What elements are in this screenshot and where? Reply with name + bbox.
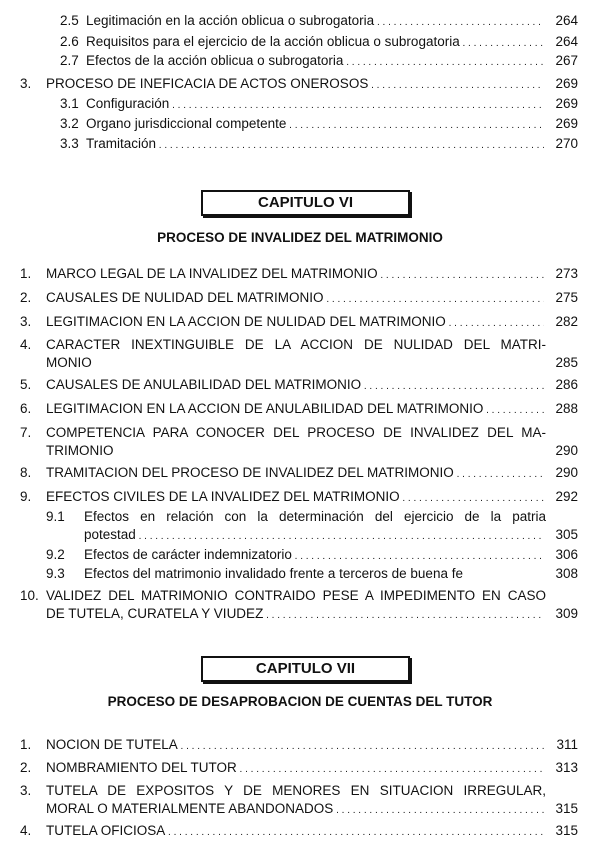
entry-page: 308 <box>555 566 578 581</box>
entry-number: 3.3 <box>60 136 79 151</box>
entry-page: 288 <box>555 401 578 416</box>
entry-title: CAUSALES DE NULIDAD DEL MATRIMONIO . . . <box>46 290 544 305</box>
entry-number: 9.2 <box>46 547 65 562</box>
entry-title: Efectos de la acción oblicua o subrogatoria . . . <box>86 53 544 68</box>
entry-page: 270 <box>555 136 578 151</box>
entry-number: 9.3 <box>46 566 65 581</box>
entry-number: 2. <box>20 290 32 305</box>
entry-title: TRIMONIO <box>46 443 114 458</box>
entry-number: 4. <box>20 823 32 838</box>
entry-title: MORAL O MATERIALMENTE ABANDONADOS . . . <box>46 801 544 816</box>
entry-title: MONIO <box>46 355 92 370</box>
entry-title: DE TUTELA, CURATELA Y VIUDEZ . . . <box>46 606 544 621</box>
entry-title: potestad . . . <box>84 527 544 542</box>
entry-title: LEGITIMACION EN LA ACCION DE NULIDAD DEL MATRIMONIO . . . <box>46 314 544 329</box>
entry-number: 2.7 <box>60 53 79 68</box>
entry-title: MARCO LEGAL DE LA INVALIDEZ DEL MATRIMONIO . . . <box>46 266 544 281</box>
entry-title-line1: VALIDEZ DEL MATRIMONIO CONTRAIDO PESE A IMPEDIMENTO EN CASO <box>46 588 546 603</box>
entry-page: 286 <box>555 377 578 392</box>
entry-page: 269 <box>555 96 578 111</box>
entry-title: Requisitos para el ejercicio de la acción oblicua o subrogatoria . . . <box>86 34 544 49</box>
entry-number: 5. <box>20 377 32 392</box>
entry-number: 9.1 <box>46 509 65 524</box>
entry-number: 1. <box>20 737 32 752</box>
entry-title: LEGITIMACION EN LA ACCION DE ANULABILIDAD DEL MATRIMONIO . . . <box>46 401 544 416</box>
entry-page: 290 <box>555 465 578 480</box>
entry-number: 7. <box>20 425 32 440</box>
entry-number: 3. <box>20 76 32 91</box>
entry-title: Legitimación en la acción oblicua o subrogatoria . . . <box>86 13 544 28</box>
entry-title-line1: Efectos en relación con la determinación del ejercicio de la patria <box>84 509 546 524</box>
entry-title: TRAMITACION DEL PROCESO DE INVALIDEZ DEL MATRIMONIO . . . <box>46 465 544 480</box>
entry-page: 309 <box>555 606 578 621</box>
entry-page: 269 <box>555 116 578 131</box>
entry-title: Efectos de carácter indemnizatorio . . . <box>84 547 544 562</box>
entry-page: 275 <box>555 290 578 305</box>
entry-title: CAUSALES DE ANULABILIDAD DEL MATRIMONIO . . . <box>46 377 544 392</box>
entry-title-line1: COMPETENCIA PARA CONOCER DEL PROCESO DE INVALIDEZ DEL MA- <box>46 425 546 440</box>
entry-title-line1: TUTELA DE EXPOSITOS Y DE MENORES EN SITUACION IRREGULAR, <box>46 783 546 798</box>
entry-title: Efectos del matrimonio invalidado frente a terceros de buena fe <box>84 566 463 581</box>
entry-number: 9. <box>20 489 32 504</box>
entry-page: 311 <box>556 737 578 752</box>
entry-title: TUTELA OFICIOSA . . . <box>46 823 544 838</box>
entry-number: 6. <box>20 401 32 416</box>
chapter-heading: PROCESO DE INVALIDEZ DEL MATRIMONIO <box>157 230 443 245</box>
entry-title: EFECTOS CIVILES DE LA INVALIDEZ DEL MATRIMONIO . . . <box>46 489 544 504</box>
entry-title: Tramitación . . . <box>86 136 544 151</box>
entry-page: 290 <box>555 443 578 458</box>
entry-number: 4. <box>20 337 32 352</box>
entry-page: 267 <box>555 53 578 68</box>
entry-title: Organo jurisdiccional competente . . . <box>86 116 544 131</box>
entry-number: 10. <box>20 588 39 603</box>
entry-page: 313 <box>555 760 578 775</box>
entry-page: 315 <box>555 801 578 816</box>
entry-page: 269 <box>555 76 578 91</box>
entry-page: 305 <box>555 527 578 542</box>
entry-number: 3.2 <box>60 116 79 131</box>
entry-title: PROCESO DE INEFICACIA DE ACTOS ONEROSOS . . . <box>46 76 544 91</box>
entry-number: 1. <box>20 266 32 281</box>
entry-title: NOMBRAMIENTO DEL TUTOR . . . <box>46 760 544 775</box>
entry-number: 3. <box>20 783 32 798</box>
entry-number: 2.5 <box>60 13 79 28</box>
entry-page: 273 <box>555 266 578 281</box>
entry-page: 292 <box>555 489 578 504</box>
chapter-label: CAPITULO VII <box>201 656 410 682</box>
entry-page: 315 <box>555 823 578 838</box>
entry-number: 2. <box>20 760 32 775</box>
entry-title: Configuración . . . <box>86 96 544 111</box>
entry-page: 306 <box>555 547 578 562</box>
entry-title-line1: CARACTER INEXTINGUIBLE DE LA ACCION DE NULIDAD DEL MATRI- <box>46 337 546 352</box>
entry-number: 3. <box>20 314 32 329</box>
entry-title: NOCION DE TUTELA . . . <box>46 737 544 752</box>
entry-page: 264 <box>555 13 578 28</box>
entry-page: 282 <box>555 314 578 329</box>
chapter-heading: PROCESO DE DESAPROBACION DE CUENTAS DEL TUTOR <box>107 694 493 709</box>
entry-number: 3.1 <box>60 96 79 111</box>
entry-number: 2.6 <box>60 34 79 49</box>
entry-page: 264 <box>555 34 578 49</box>
chapter-label: CAPITULO VI <box>201 190 410 216</box>
entry-number: 8. <box>20 465 32 480</box>
entry-page: 285 <box>555 355 578 370</box>
